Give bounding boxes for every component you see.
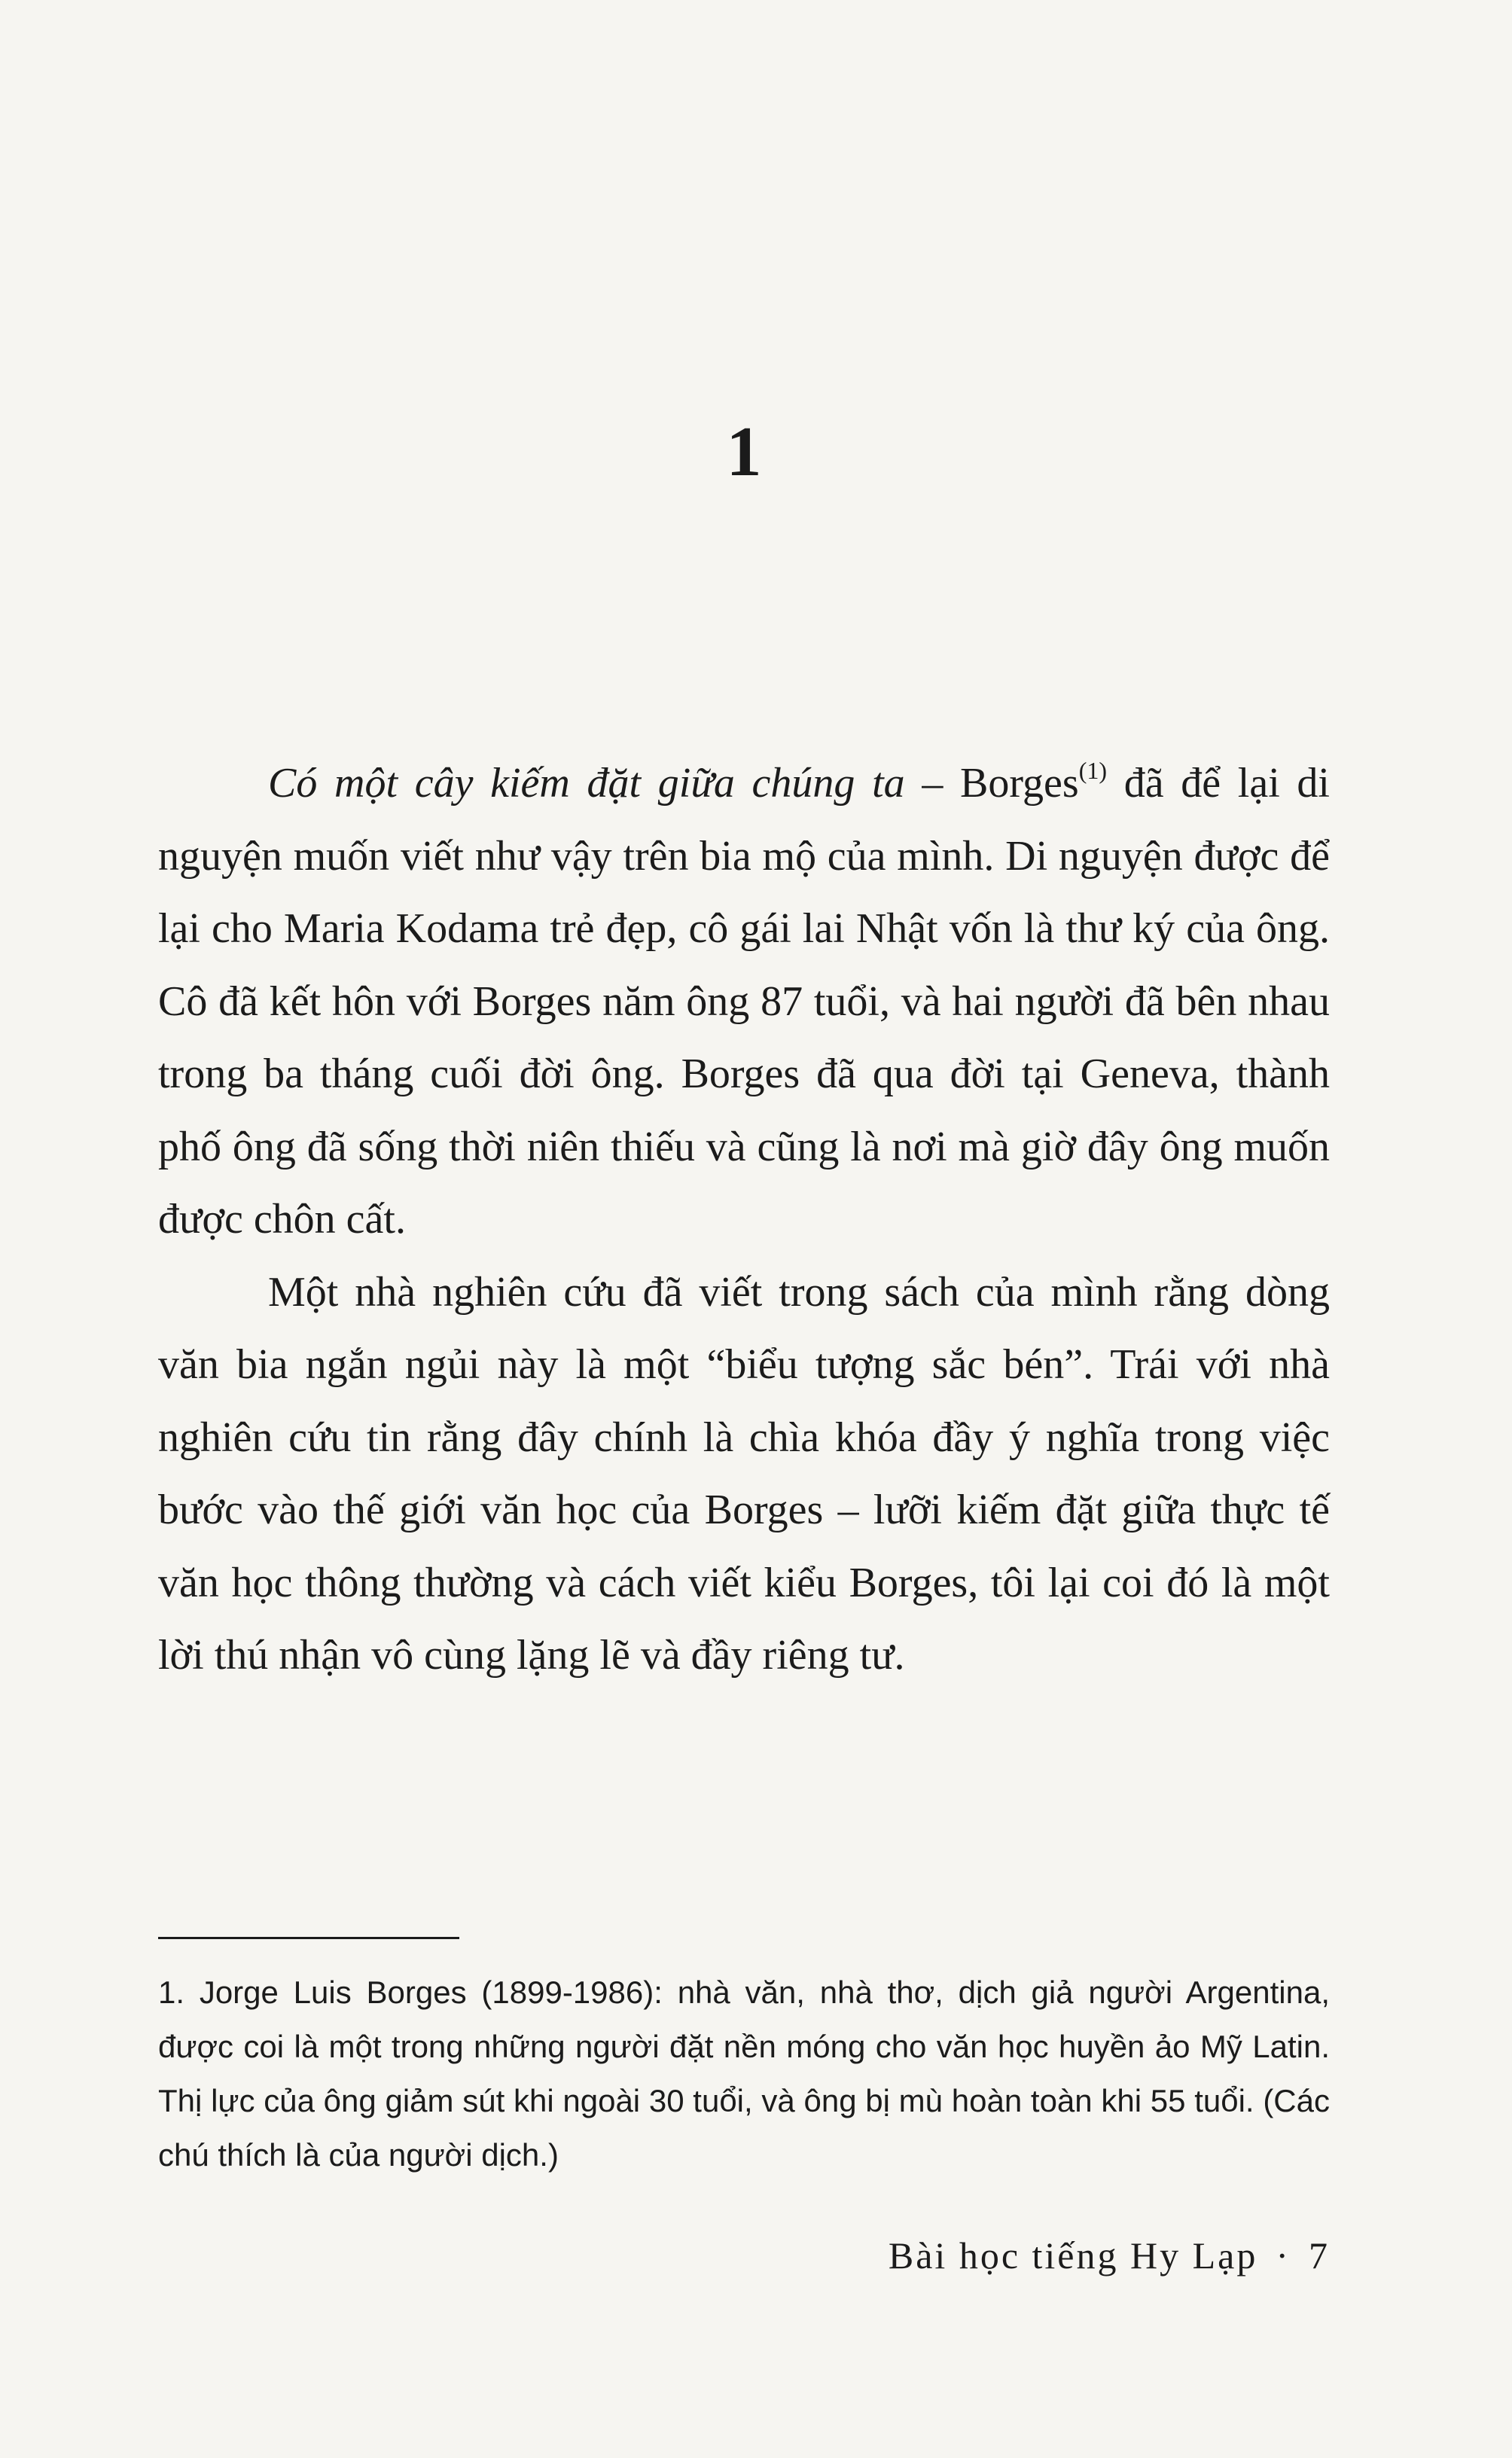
paragraph-1-text: đã để lại di nguyện muốn viết như vậy trên bia mộ của mình. Di nguyện được để lại cho Maria Kodama trẻ đẹp, cô gái lai Nhật vốn là thư ký của ông. Cô đã kết hôn với Borges năm ông 87 tuổi, và hai người đã bên nhau trong ba tháng cuối đời ông. Borges đã qua đời tại Geneva, thành phố ông đã sống thời niên thiếu và cũng là nơi mà giờ đây ông muốn được chôn cất.: [158, 760, 1330, 1243]
footer-separator: ·: [1276, 2234, 1291, 2277]
epitaph-quote: Có một cây kiếm đặt giữa chúng ta: [268, 760, 905, 807]
chapter-number: 1: [726, 413, 762, 491]
page-number: 7: [1309, 2234, 1330, 2277]
paragraph-2: Một nhà nghiên cứu đã viết trong sách của mình rằng dòng văn bia ngắn ngủi này là một “biểu tượng sắc bén”. Trái với nhà nghiên cứu tin rằng đây chính là chìa khóa đầy ý nghĩa trong việc bước vào thế giới văn học của Borges – lưỡi kiếm đặt giữa thực tế văn học thông thường và cách viết kiểu Borges, tôi lại coi đó là một lời thú nhận vô cùng lặng lẽ và đầy riêng tư.: [158, 1268, 1330, 1679]
footnote-reference: (1): [1078, 757, 1107, 784]
paragraph-1: [158, 747, 1330, 1256]
footnote: 1. Jorge Luis Borges (1899-1986): nhà văn, nhà thơ, dịch giả người Argentina, được coi là một trong những người đặt nền móng cho văn học huyền ảo Mỹ Latin. Thị lực của ông giảm sút khi ngoài 30 tuổi, và ông bị mù hoàn toàn khi 55 tuổi. (Các chú thích là của người dịch.): [158, 1975, 1330, 2173]
paragraph-1-dash: – Borges: [904, 760, 1079, 807]
book-page: [158, 0, 1330, 2458]
footnote-divider: [158, 1937, 459, 1939]
book-title: Bài học tiếng Hy Lạp: [888, 2234, 1258, 2277]
body-text: [158, 747, 1330, 1692]
running-footer: [889, 2229, 1330, 2282]
